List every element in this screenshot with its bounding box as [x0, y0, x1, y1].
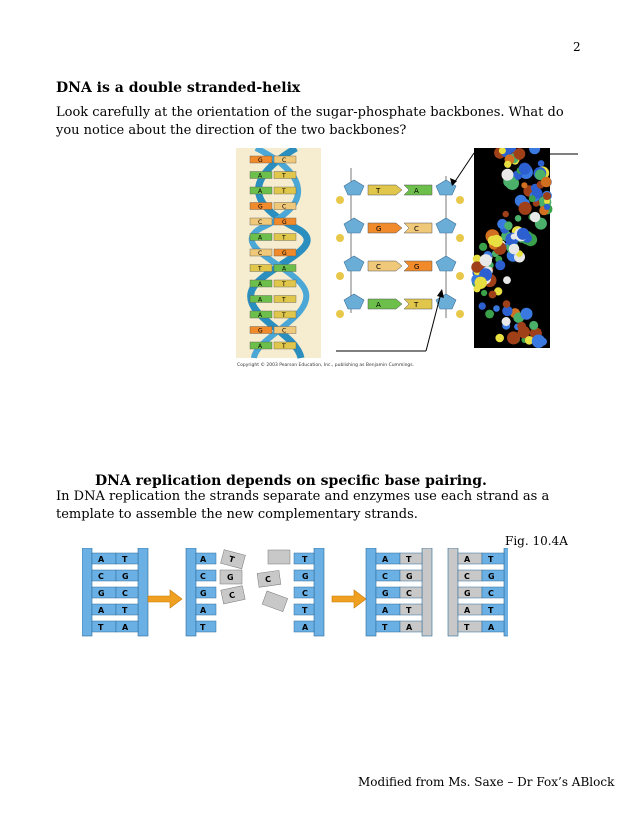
atom: [503, 211, 509, 217]
footer-credit: Modified from Ms. Saxe – Dr Fox’s ABlock: [358, 775, 615, 789]
atom: [507, 331, 520, 344]
atom: [543, 192, 551, 200]
rung: [376, 553, 422, 564]
svg-text:C: C: [302, 589, 308, 598]
sugar-left: [344, 218, 364, 233]
section-heading-helix: DNA is a double stranded-helix: [56, 80, 301, 96]
helix-base-right: A: [282, 265, 287, 273]
process-arrow-1: [148, 590, 182, 608]
atom: [481, 290, 487, 296]
atom: [495, 260, 505, 270]
svg-text:A: A: [200, 606, 207, 615]
svg-text:C: C: [228, 590, 236, 601]
rung: [458, 621, 504, 632]
pointer-line-top: [454, 153, 474, 183]
template-base-right: [294, 570, 314, 581]
phosphate-right: [456, 196, 464, 204]
strand-right: [422, 548, 432, 636]
atom: [517, 228, 529, 240]
rung: [376, 604, 422, 615]
svg-text:T: T: [302, 606, 308, 615]
rung: [458, 587, 504, 598]
phosphate-right: [456, 272, 464, 280]
rung-base-right: A: [406, 623, 413, 632]
free-nucleotide: [262, 591, 287, 612]
chem-base-right-label: A: [414, 187, 419, 195]
helix-base-right: C: [282, 327, 287, 335]
rung-base-left: C: [98, 572, 104, 581]
atom: [519, 202, 532, 215]
atom: [529, 195, 536, 202]
chemical-base-rows: [336, 180, 464, 318]
separating-strands: [186, 548, 324, 636]
template-base-left: [196, 604, 216, 615]
rung-base-right: T: [122, 555, 128, 564]
rung-base-left: G: [382, 589, 389, 598]
atom: [504, 221, 512, 229]
rung-base-left: G: [464, 589, 471, 598]
rung-base-left: T: [98, 623, 104, 632]
sugar-right: [436, 218, 456, 233]
rung-base-right: G: [406, 572, 413, 581]
helix-base-left: A: [258, 296, 263, 304]
template-base-right: [294, 621, 314, 632]
atom: [539, 338, 547, 346]
atom: [541, 177, 552, 188]
strand-right: [504, 548, 508, 636]
rung-base-left: C: [382, 572, 388, 581]
rung: [92, 553, 138, 564]
phosphate-left: [336, 196, 344, 204]
svg-text:C: C: [200, 572, 206, 581]
svg-text:T: T: [302, 555, 308, 564]
sugar-left: [344, 294, 364, 309]
helix-base-left: A: [258, 281, 263, 288]
template-base-left: [196, 553, 216, 564]
phosphate-left: [336, 310, 344, 318]
rung: [458, 553, 504, 564]
rung-base-left: C: [464, 572, 470, 581]
atom: [509, 244, 520, 255]
base-left: [368, 261, 402, 271]
helix-base-left: A: [258, 172, 263, 180]
atom: [503, 276, 511, 284]
sugar-right: [436, 256, 456, 271]
template-strand-left: [186, 548, 196, 636]
chem-base-left-label: C: [376, 263, 381, 271]
atom: [521, 308, 533, 320]
helix-base-left: C: [258, 250, 263, 257]
chem-row: [336, 256, 464, 280]
rung-base-left: A: [464, 555, 471, 564]
chem-row: [336, 294, 464, 318]
helix-base-left: T: [258, 265, 262, 273]
atom: [502, 169, 514, 181]
phosphate-right: [456, 310, 464, 318]
rung-base-right: C: [488, 589, 494, 598]
helix-base-left: A: [258, 343, 263, 350]
svg-text:C: C: [264, 574, 272, 585]
phosphate-left: [336, 234, 344, 242]
rung: [92, 604, 138, 615]
rung-base-right: T: [406, 606, 412, 615]
replication-paragraph: In DNA replication the strands separate and enzymes use each strand as a template to assemble the new complementary strands.: [56, 489, 550, 522]
helix-base-right: T: [282, 281, 286, 288]
svg-text:T: T: [200, 623, 206, 632]
helix-base-right: T: [282, 188, 286, 195]
rung-base-right: A: [122, 623, 129, 632]
base-left: [368, 185, 402, 195]
chemical-structure: [336, 168, 464, 318]
svg-text:G: G: [302, 572, 309, 581]
chem-base-left-label: G: [376, 225, 382, 233]
helix-base-left: G: [258, 157, 263, 164]
daughter-molecule-1: [366, 548, 432, 636]
rung: [376, 570, 422, 581]
svg-text:G: G: [200, 589, 207, 598]
helix-base-right: T: [282, 234, 286, 242]
sugar-left: [344, 180, 364, 195]
atom: [544, 204, 550, 210]
sugar-left: [344, 256, 364, 271]
helix-base-right: G: [282, 219, 287, 226]
helix-base-left: C: [258, 219, 263, 226]
template-base-left: [196, 570, 216, 581]
atom: [517, 322, 526, 331]
helix-base-right: T: [282, 172, 286, 180]
rung-base-left: A: [464, 606, 471, 615]
phosphate-left: [336, 272, 344, 280]
rung-base-left: A: [98, 606, 105, 615]
atom: [479, 302, 486, 309]
atom: [475, 277, 487, 289]
strand-left: [366, 548, 376, 636]
atom: [514, 148, 526, 160]
svg-text:G: G: [227, 573, 234, 582]
rung-base-right: C: [406, 589, 412, 598]
copyright-notice: Copyright © 2003 Pearson Education, Inc., publishing as Benjamin Cummings.: [237, 363, 415, 368]
rung-base-right: G: [488, 572, 495, 581]
rung-base-right: T: [488, 555, 494, 564]
free-nucleotide: [221, 550, 246, 569]
daughter-molecule-2: [448, 548, 508, 636]
rung-base-right: T: [488, 606, 494, 615]
chem-row: [336, 180, 464, 204]
template-strand-right: [314, 548, 324, 636]
atom: [530, 212, 540, 222]
rung-base-left: G: [98, 589, 105, 598]
chem-base-left-label: T: [376, 187, 381, 195]
atom: [503, 300, 511, 308]
helix-base-left: A: [258, 234, 263, 242]
helix-base-left: G: [258, 327, 263, 335]
rung-base-left: T: [464, 623, 470, 632]
atom: [502, 317, 511, 326]
atom: [515, 215, 522, 222]
figure-label: Fig. 10.4A: [505, 534, 568, 548]
strand-left: [82, 548, 92, 636]
chem-row: [336, 218, 464, 242]
dna-helix-figure: [236, 148, 578, 363]
atom: [495, 334, 504, 343]
base-left: [368, 299, 402, 309]
template-base-left: [196, 621, 216, 632]
atom: [538, 160, 545, 167]
rung: [458, 570, 504, 581]
process-arrow-2: [332, 590, 366, 608]
rung-base-right: G: [122, 572, 129, 581]
rung: [92, 587, 138, 598]
template-base-right: [294, 604, 314, 615]
atom: [489, 291, 497, 299]
helix-base-right: C: [282, 203, 287, 211]
chem-base-right-label: G: [414, 263, 420, 271]
base-left: [368, 223, 402, 233]
atom: [521, 182, 527, 188]
atom: [529, 321, 538, 330]
rung-base-right: T: [122, 606, 128, 615]
helix-base-right: T: [282, 296, 286, 304]
rung-base-left: A: [382, 606, 389, 615]
replication-figure: [82, 548, 508, 638]
rung-base-left: T: [382, 623, 388, 632]
chem-base-right-label: C: [414, 225, 419, 233]
free-nucleotide: [268, 550, 290, 564]
parent-dna-molecule: [82, 548, 148, 636]
svg-text:T: T: [227, 554, 236, 565]
helix-base-left: A: [258, 312, 263, 319]
chem-base-left-label: A: [376, 301, 381, 309]
helix-base-left: A: [258, 188, 263, 195]
phosphate-right: [456, 234, 464, 242]
atom: [493, 305, 500, 312]
rung: [376, 621, 422, 632]
atom: [511, 234, 517, 240]
chem-base-right-label: T: [414, 301, 419, 309]
rung: [376, 587, 422, 598]
template-base-left: [196, 587, 216, 598]
page-number: 2: [573, 40, 581, 54]
atom: [519, 163, 531, 175]
atom: [491, 235, 503, 247]
free-nucleotide: [257, 570, 281, 587]
rung-base-left: A: [98, 555, 105, 564]
free-nucleotide: [220, 570, 242, 584]
helix-base-right: T: [282, 343, 286, 350]
svg-text:A: A: [200, 555, 207, 564]
rung: [458, 604, 504, 615]
rung: [92, 621, 138, 632]
atom: [480, 254, 492, 266]
pointer-arrow-bottom: [437, 289, 444, 298]
strand-left: [448, 548, 458, 636]
atom: [479, 243, 487, 251]
rung-base-right: A: [488, 623, 495, 632]
helix-base-right: C: [282, 157, 287, 164]
section-heading-replication: DNA replication depends on specific base pairing.: [95, 473, 487, 489]
atom: [504, 161, 511, 168]
rung-base-right: C: [122, 589, 128, 598]
atom: [485, 310, 494, 319]
helix-base-left: G: [258, 203, 263, 211]
svg-text:A: A: [302, 623, 309, 632]
rung-base-left: A: [382, 555, 389, 564]
free-nucleotide: [221, 586, 245, 604]
helix-base-right: T: [282, 312, 286, 319]
template-base-right: [294, 587, 314, 598]
helix-base-right: G: [282, 250, 287, 257]
rung: [92, 570, 138, 581]
rung-base-right: T: [406, 555, 412, 564]
question-paragraph: Look carefully at the orientation of the sugar-phosphate backbones. What do you notice about the direction of the two backbones?: [56, 105, 564, 138]
template-base-right: [294, 553, 314, 564]
strand-right: [138, 548, 148, 636]
